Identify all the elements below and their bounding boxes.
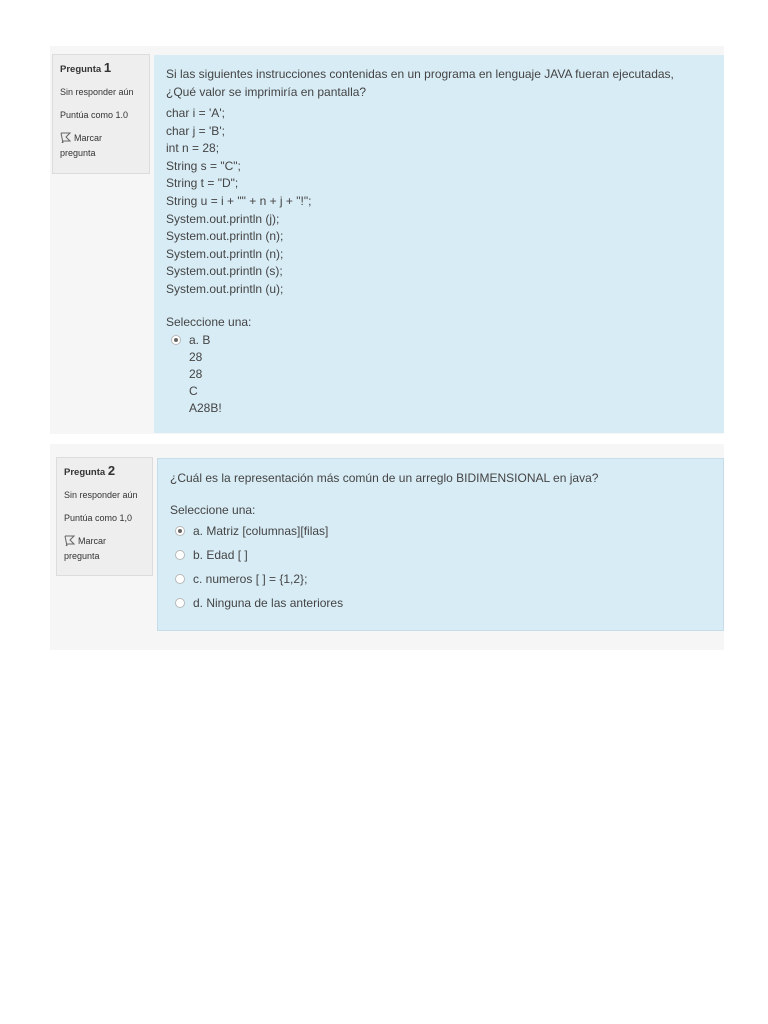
question-label: Pregunta	[60, 64, 102, 75]
option-a-line: 28	[189, 349, 203, 364]
radio-icon[interactable]	[175, 574, 185, 584]
code-line: System.out.println (j);	[166, 211, 280, 226]
option-a[interactable]	[170, 519, 711, 543]
question-number-value: 1	[103, 60, 112, 75]
option-label[interactable]: a. B	[189, 332, 211, 347]
option-a-line: C	[189, 383, 198, 398]
question-score: Puntúa como 1.0	[60, 110, 129, 120]
select-prompt: Seleccione una:	[166, 314, 252, 329]
question-number	[64, 464, 146, 479]
options-list	[170, 519, 711, 615]
code-block	[166, 105, 712, 299]
option-a[interactable]	[166, 331, 712, 349]
code-line: String t = "D";	[166, 176, 239, 191]
code-line: System.out.println (s);	[166, 264, 283, 279]
option-a-line: 28	[189, 366, 203, 381]
option-c[interactable]	[170, 567, 711, 591]
radio-icon[interactable]	[175, 598, 185, 608]
radio-icon[interactable]	[175, 550, 185, 560]
question-1-content	[154, 55, 724, 433]
option-label[interactable]: b. Edad [ ]	[193, 548, 248, 562]
question-text	[166, 65, 712, 101]
option-a-line: A28B!	[189, 400, 222, 415]
code-line: int n = 28;	[166, 141, 220, 156]
code-line: System.out.println (n);	[166, 246, 284, 261]
question-2-info	[56, 457, 153, 576]
question-text-line: Si las siguientes instrucciones contenidas en un programa en lenguaje JAVA fueran ejecutadas,	[166, 67, 674, 81]
flag-label[interactable]: Marcar	[78, 536, 107, 546]
code-line: System.out.println (u);	[166, 281, 284, 296]
flag-question-link[interactable]	[60, 132, 143, 160]
code-line: char j = 'B';	[166, 123, 225, 138]
question-status: Sin responder aún	[64, 490, 138, 500]
question-label: Pregunta	[64, 467, 106, 478]
question-number	[60, 61, 143, 76]
flag-label[interactable]: Marcar	[74, 133, 103, 143]
question-text-line: ¿Qué valor se imprimiría en pantalla?	[166, 85, 367, 99]
flag-icon	[64, 535, 76, 550]
question-1-info	[52, 54, 150, 174]
radio-icon[interactable]	[175, 526, 185, 536]
flag-question-link[interactable]	[64, 535, 146, 563]
question-status: Sin responder aún	[60, 87, 134, 97]
question-text: ¿Cuál es la representación más común de un arreglo BIDIMENSIONAL en java?	[170, 471, 599, 485]
code-line: System.out.println (n);	[166, 229, 284, 244]
question-score: Puntúa como 1,0	[64, 513, 133, 523]
flag-label-2[interactable]: pregunta	[64, 551, 100, 561]
option-d[interactable]	[170, 591, 711, 615]
select-prompt: Seleccione una:	[170, 503, 256, 517]
question-1	[50, 46, 724, 434]
flag-label-2[interactable]: pregunta	[60, 148, 96, 158]
question-2	[50, 444, 724, 650]
option-label[interactable]: c. numeros [ ] = {1,2};	[193, 572, 308, 586]
code-line: String s = "C";	[166, 158, 241, 173]
radio-icon[interactable]	[171, 335, 181, 345]
code-line: String u = i + "" + n + j + "!";	[166, 193, 312, 208]
question-number-value: 2	[107, 463, 116, 478]
code-line: char i = 'A';	[166, 106, 225, 120]
option-label[interactable]: a. Matriz [columnas][filas]	[193, 524, 329, 538]
option-b[interactable]	[170, 543, 711, 567]
question-2-content	[157, 458, 724, 631]
flag-icon	[60, 132, 72, 147]
option-label[interactable]: d. Ninguna de las anteriores	[193, 596, 344, 610]
